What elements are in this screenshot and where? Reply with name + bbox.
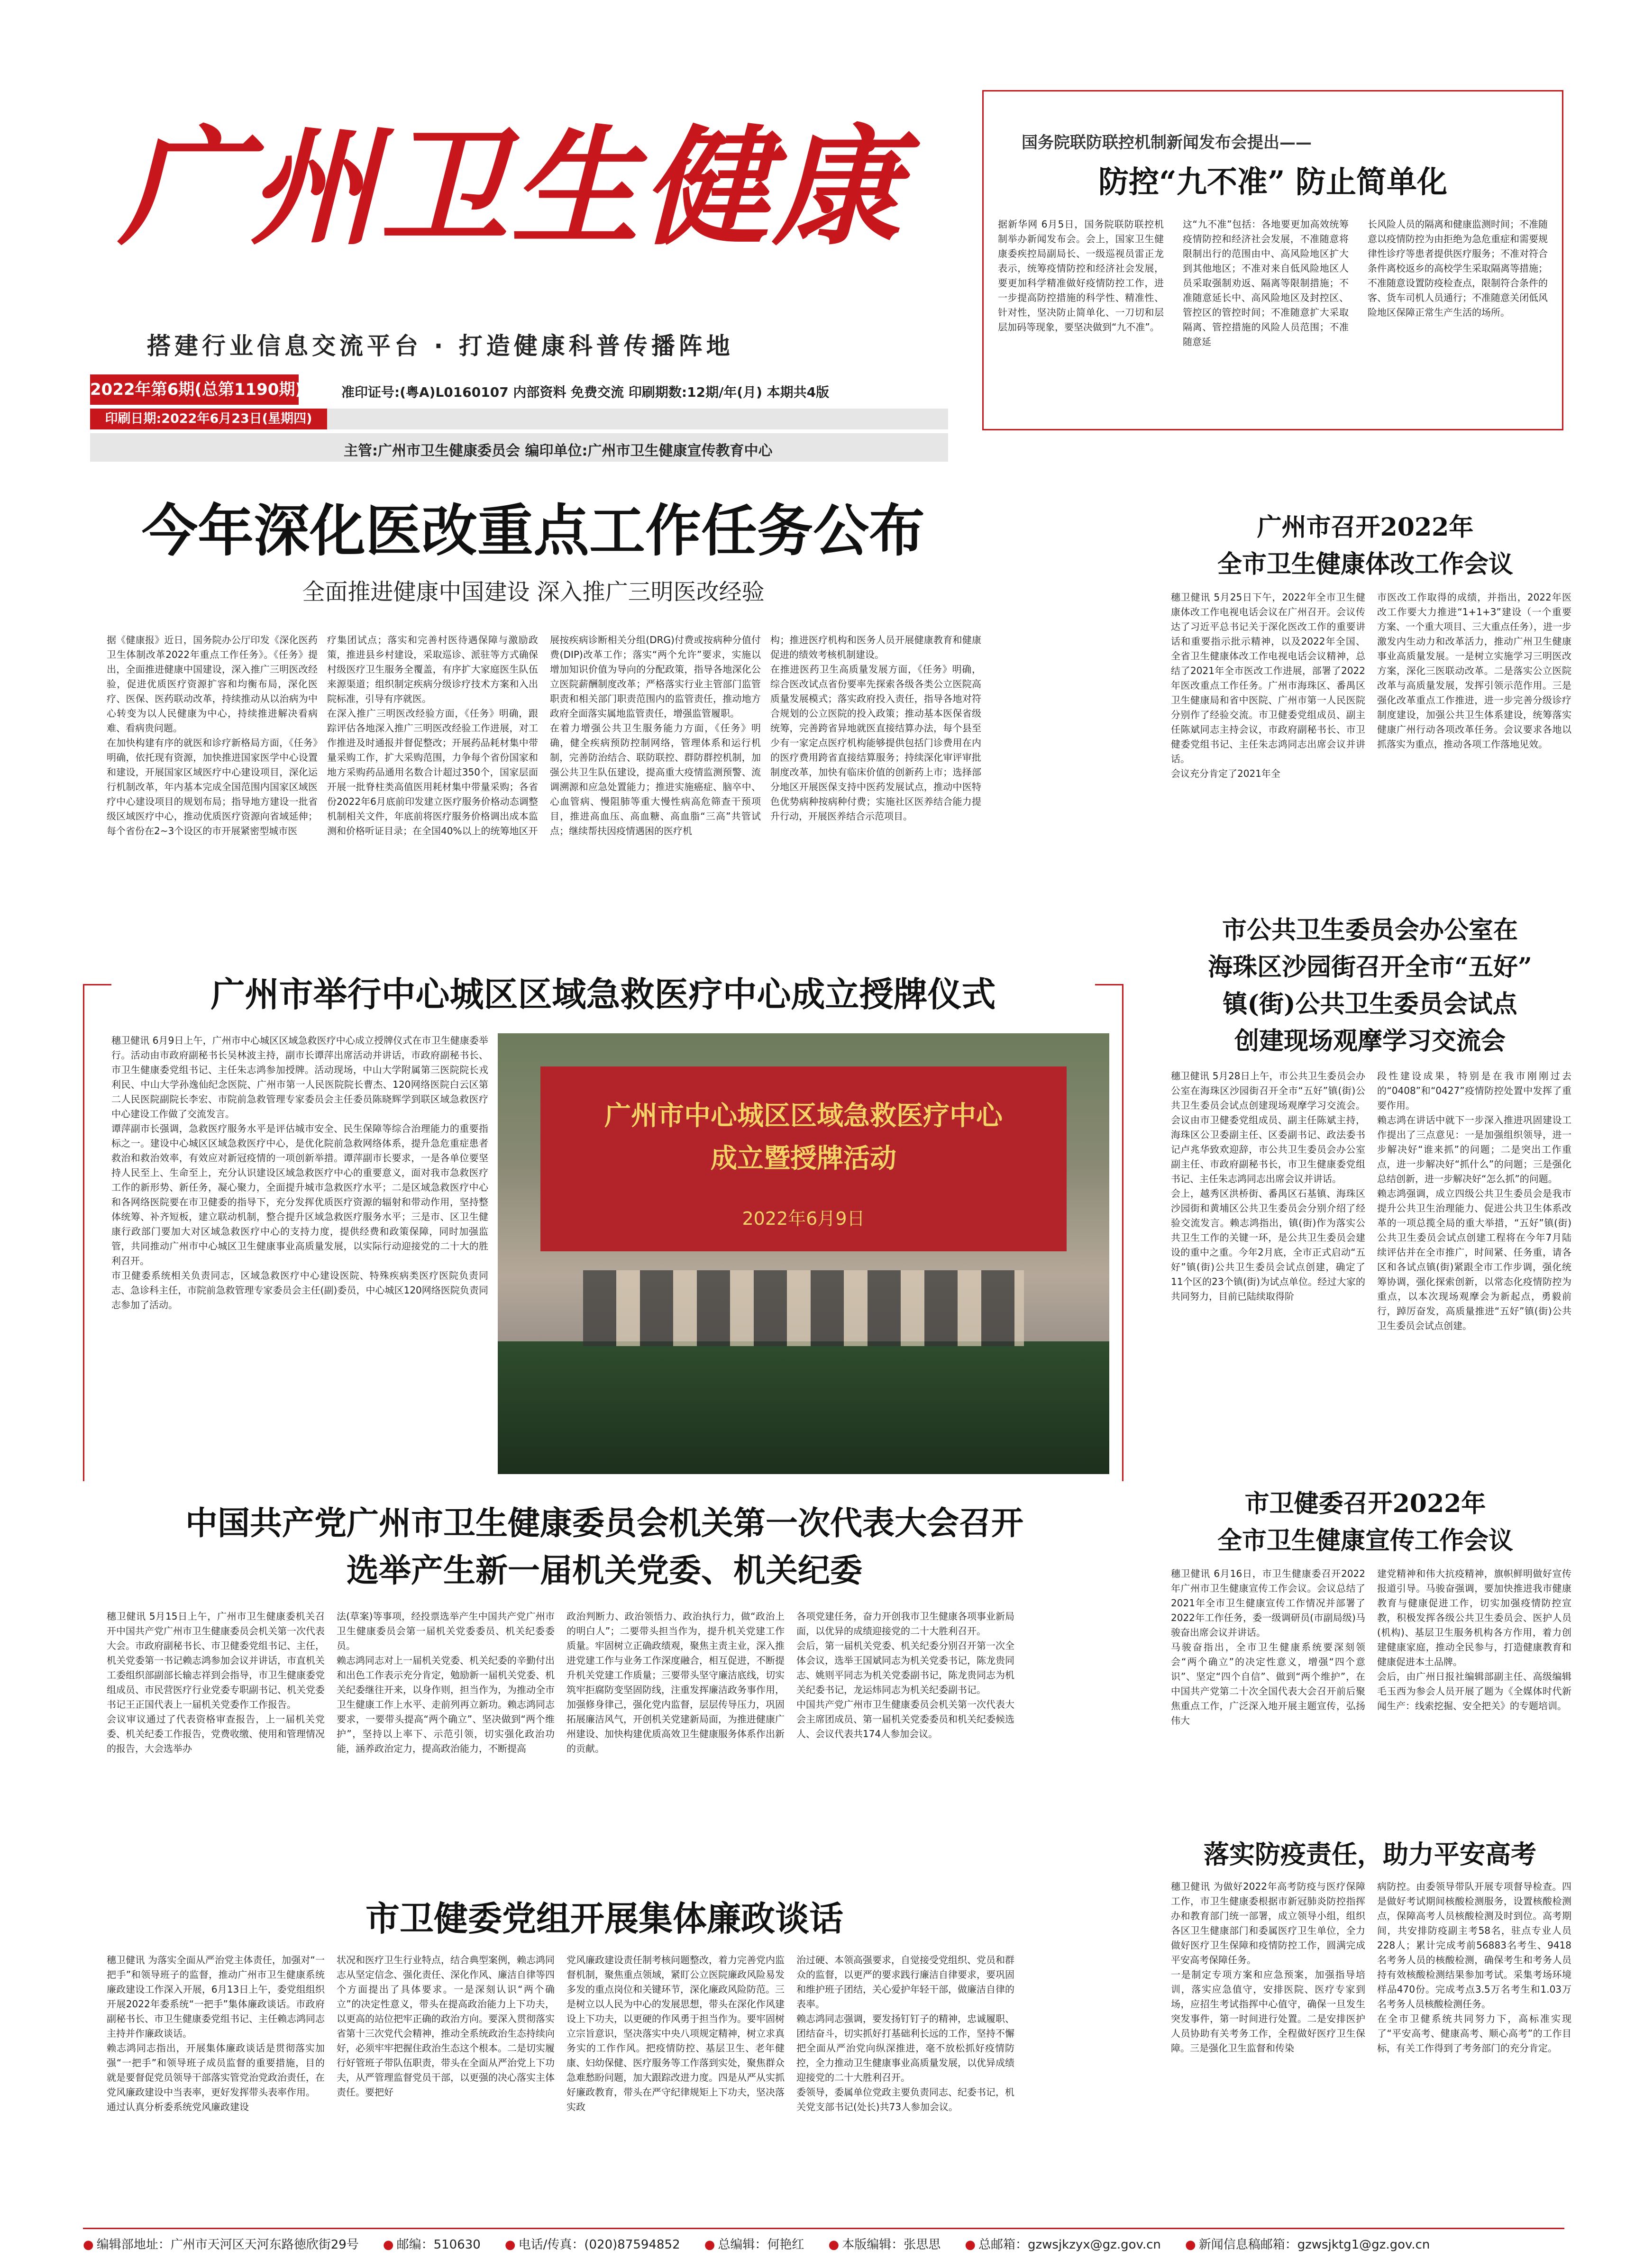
integrity-col4: 治过硬、本领高强要求，自觉接受党组织、党员和群众的监督，以更严的要求践行廉洁自律要求，要巩固和维护班子团结，关心爱护年轻干部，做廉洁自律的表率。 赖志鸿同志强调，要发扬钉钉子的精神，忠诚履职、团结奋斗，切实抓好打基础利长远的工作，坚持不懈把全面从严治党向纵深推进，毫不放松抓好疫情防控，全力推动卫生健康事业高质量发展，以优异成绩迎接党的二十大胜利召开。 委领导，委属单位党政主要负责同志、纪委书记，机关党支部书记(处长)共73人参加会议。 <box>796 1954 1014 2113</box>
right1-title-2: 全市卫生健康体改工作会议 <box>1217 550 1513 579</box>
top-right-article <box>982 90 1563 430</box>
lead-title: 今年深化医改重点工作任务公布 <box>141 498 925 564</box>
right3-col1: 穗卫健讯 6月16日，市卫生健康委召开2022年广州市卫生健康宣传工作会议。会议总结了2021年全市卫生健康宣传工作情况并部署了2022年工作任务，委一级调研员(市副局级)马骏奋出席会议并讲话。 马骏奋指出，全市卫生健康系统要深刻领会“两个确立”的决定性意义，增强“四个意识”、坚定“四个自信”、做到“两个维护”，在中国共产党第二十次全国代表大会召开前后聚焦重点工作，广泛深入地开展主题宣传，弘扬伟大 <box>1171 1568 1365 1726</box>
masthead-logo: 广州卫生健康 <box>119 112 904 263</box>
lead-col3: 展按疾病诊断相关分组(DRG)付费或按病种分值付费(DIP)改革工作；落实“两个允许”要求，实施以增加知识价值为导向的分配政策，指导各地深化公立医院薪酬制度改革；严格落实行业主管部门监管职责和相关部门职责范围内的监管责任，推动地方政府全面落实属地监管责任，增强监管履职。 在着力增强公共卫生服务能力方面，《任务》明确，健全疾病预防控制网络，管理体系和运行机制，完善防治结合、联防联控、群防群控机制，加强公共卫生队伍建设，提高重大疫情监测预警、流调溯源和应急处置能力；推进实施癌症、脑卒中、心血管病、慢阻肺等重大慢性病高危筛查干预项目，推进高血压、高血糖、高血脂“三高”共管试点；继续帮扶因疫情遇困的医疗机 <box>550 634 761 837</box>
right4-col1: 穗卫健讯 为做好2022年高考防疫与医疗保障工作，市卫生健康委根据市新冠肺炎防控指挥办和教育部门统一部署，成立领导小组，组织各区卫生健康部门和委属医疗卫生单位，全力做好医疗卫生保障和疫情防控工作，圆满完成平安高考保障任务。 一是制定专项方案和应急预案，加强指导培训，落实应急值守，安排医院、医疗专家到场，应招生考试指挥中心值守，确保一旦发生突发事件，第一时间进行处置。二是安排医护人员协助有关考务工作，全程做好医疗卫生保障。三是强化卫生监督和传染 <box>1171 1881 1365 2054</box>
sponsor-line: 主管:广州市卫生健康委员会 编印单位:广州市卫生健康宣传教育中心 <box>344 443 773 459</box>
right2-title-3: 镇(街)公共卫生委员会试点 <box>1223 990 1517 1019</box>
issue-bar <box>90 374 302 405</box>
right2-title-2: 海珠区沙园街召开全市“五好” <box>1208 953 1532 982</box>
footer-rule <box>83 2228 1564 2229</box>
ceremony-text: 穗卫健讯 6月9日上午，广州市中心城区区域急救医疗中心成立授牌仪式在市卫生健康委举行。活动由市政府副秘书长吴林波主持，副市长谭萍出席活动并讲话，市政府副秘书长、市卫生健康委党组书记、主任朱志鸿参加授牌。活动现场，中山大学附属第三医院院长戎利民、中山大学孙逸仙纪念医院、广州市第一人民医院院长曹杰、120网络医院白云区第二人民医院副院长李宏、市院前急救管理专家委员会主任委员陈晓辉学到联区域急救医疗中心建设工作做了交流发言。 谭萍副市长强调，急救医疗服务水平是评估城市安全、民生保障等综合治理能力的重要指标之一。建设中心城区区域急救医疗中心，是优化院前急救网络体系，提升急危重症患者救治和救治效率，有效应对新冠疫情的一项创新举措。谭萍副市长要求，一是各单位要坚持人民至上、生命至上，充分认识建设区域急救医疗中心的重要意义，面对我市急救医疗工作的新形势、新任务，凝心聚力，全面提升城市急救医疗水平；二是区域急救医疗中心和各网络医院要在市卫健委的指导下，充分发挥优质医疗资源的辐射和带动作用，坚持整体统筹、补齐短板，建立联动机制，整合提升区域急救医疗服务水平；三是市、区卫生健康行政部门要加大对区域急救医疗中心的支持力度，提供经费和政策保障，同时加强监管，共同推动广州市中心城区卫生健康事业高质量发展，以实际行动迎接党的二十大的胜利召开。 市卫健委系统相关负责同志，区域急救医疗中心建设医院、特殊疾病类医疗医院负责同志、急诊科主任，市院前急救管理专家委员会主任(副)委员，中心城区120网络医院负责同志参加了活动。 <box>111 1035 488 1311</box>
ceremony-article <box>83 967 1123 1481</box>
top-right-col2: 这“九不准”包括：各地要更加高效统筹疫情防控和经济社会发展，不准随意将限制出行的范围由中、高风险地区扩大到其他地区；不准对来自低风险地区人员采取强制劝返、隔离等限制措施；不准随意延长中、高风险地区及封控区、管控区的管控时间；不准随意扩大采取隔离、管控措施的风险人员范围；不准随意延 <box>1183 219 1349 347</box>
footer-address: ● 编辑部地址：广州市天河区天河东路徳欣街29号 <box>83 2238 359 2252</box>
right2-title-4: 创建现场观摩学习交流会 <box>1234 1027 1506 1056</box>
top-right-kicker: 国务院联防联控机制新闻发布会提出—— <box>1022 133 1312 152</box>
photo-table <box>498 1341 1109 1474</box>
footer-page-editor: ● 本版编辑：张思思 <box>828 2238 941 2252</box>
integrity-col2: 状况和医疗卫生行业特点，结合典型案例，赖志鸿同志从坚定信念、强化责任、深化作风、廉洁自律等四个方面提出了具体要求。一是深刻认识“两个确立”的决定性意义，带头在提高政治能力上下功夫，以更高的站位把牢正确的政治方向。要深入贯彻落实省第十三次党代会精神，推动全系统政治生态持续向好，必须牢牢把握住政治生态这个根本。二是切实履行好管班子带队伍职责，带头在全面从严治党上下功夫，从严管理监督党员干部，以更强的决心落实主体责任。要把好 <box>337 1954 555 2098</box>
lead-col1: 据《健康报》近日，国务院办公厅印发《深化医药卫生体制改革2022年重点工作任务》。《任务》提出，全面推进健康中国建设，深入推广三明医改经验，促进优质医疗资源扩容和均衡布局，深化医疗、医保、医药联动改革，持续推动从以治病为中心转变为以人民健康为中心，持续推进解决看病难、看病贵问题。 在加快构建有序的就医和诊疗新格局方面，《任务》明确，依托现有资源，加快推进国家医学中心设置和建设，开展国家区域医疗中心建设项目，深化运行机制改革，年内基本完成全国范围内国家区域医疗中心建设项目的规划布局；指导地方建设一批省级区域医疗中心，推动优质医疗资源向省域延伸；每个省份在2~3个设区的市开展紧密型城市医 <box>107 634 318 837</box>
ceremony-photo <box>498 1033 1109 1474</box>
issue-number: 2022年第6期(总第1190期) <box>90 380 302 399</box>
ceremony-border-left <box>83 984 84 1481</box>
ceremony-rule-left <box>83 984 111 985</box>
party-col1: 穗卫健讯 5月15日上午，广州市卫生健康委机关召开中国共产党广州市卫生健康委员会机关第一次代表大会。市政府副秘书长、市卫健委党组书记、主任，机关党委第一书记赖志鸿参加会议并讲话，市直机关工委组织部副部长输志祥到会指导，市卫生健康委党组成员、市民营医疗行业党委专职副书记、机关党委书记王正国代表上一届机关党委作工作报告。 会议审议通过了代表资格审查报告，上一届机关党委、机关纪委工作报告，党费收缴、使用和管理情况的报告，大会选举办 <box>107 1611 325 1754</box>
footer-zip: ● 邮编：510630 <box>383 2238 481 2252</box>
right1-col2: 市医改工作取得的成绩，并指出，2022年医改工作要大力推进“1+1+3”建设（一个重要方案、一个重大项目、三大重点任务），进一步激发内生动力和改革活力，推动广州卫生健康事业高质量发展。一是树立实施学习三明医改方案，深化三医联动改革。二是落实公立医院改革与高质量发展，发挥引领示范作用。三是强化改革重点工作推进，进一步完善分级诊疗制度建设，加强公共卫生体系建设，统筹落实健康广州行动各项改革任务。会议要求各地以抓落实为重点，推动各项工作落地见效。 <box>1377 592 1571 750</box>
footer-phone: ● 电话/传真：(020)87594852 <box>504 2238 680 2252</box>
party-title-1: 中国共产党广州市卫生健康委员会机关第一次代表大会召开 <box>185 1504 1023 1542</box>
right1-title-1: 广州市召开2022年 <box>1257 513 1474 542</box>
masthead <box>0 0 953 469</box>
lead-subtitle: 全面推进健康中国建设 深入推广三明医改经验 <box>302 579 765 605</box>
masthead-slogan: 搭建行业信息交流平台 · 打造健康科普传播阵地 <box>147 332 734 360</box>
right1-col1: 穗卫健讯 5月25日下午，2022年全市卫生健康体改工作电视电话会议在广州召开。会议传达了习近平总书记关于深化医改工作的重要讲话和重要指示批示精神，以及2022年全国、全省卫生健康体改工作电视电话会议精神，总结了2021年全市医改工作进展，部署了2022年医改重点工作任务。广州市海珠区、番禺区卫生健康局和省中医院、广州市第一人民医院分别作了经验交流。市卫健委党组成员、副主任陈斌同志主持会议，市政府副秘书长、市卫健委党组书记、主任朱志鸿同志出席会议并讲话。 会议充分肯定了2021年全 <box>1171 592 1365 779</box>
right3-title-1: 市卫健委召开2022年 <box>1244 1489 1486 1518</box>
photo-banner-line1: 广州市中心城区区域急救医疗中心 <box>604 1100 1003 1131</box>
photo-banner-line2: 成立暨授牌活动 <box>711 1143 896 1174</box>
party-title-2: 选举产生新一届机关党委、机关纪委 <box>346 1552 862 1590</box>
right3-title-2: 全市卫生健康宣传工作会议 <box>1217 1526 1513 1555</box>
top-right-col1: 据新华网 6月5日，国务院联防联控机制举办新闻发布会。会上，国家卫生健康委疾控局副局长、一级巡视员雷正龙表示，统筹疫情防控和经济社会发展，要更加科学精准做好疫情防控工作，进一步提高防控措施的科学性、精准性、针对性，坚决防止简单化、一刀切和层层加码等现象，要坚决做到“九不准”。 <box>998 219 1164 333</box>
top-right-col3: 长风险人员的隔离和健康监测时间；不准随意以疫情防控为由拒绝为急危重症和需要规律性诊疗等患者提供医疗服务；不准对符合条件离校返乡的高校学生采取隔离等措施；不准随意设置防疫检查点，限制符合条件的客、货车司机人员通行；不准随意关闭低风险地区保障正常生产生活的场所。 <box>1368 219 1548 318</box>
ceremony-border-right <box>1122 984 1123 1481</box>
ceremony-rule-right <box>1095 984 1123 985</box>
photo-people <box>583 1270 1024 1346</box>
ceremony-title: 广州市举行中心城区区域急救医疗中心成立授牌仪式 <box>210 974 996 1014</box>
footer-email-news[interactable]: ● 新闻信息稿邮箱：gzwsjktg1@gz.gov.cn <box>1185 2238 1430 2252</box>
party-col4: 各项党建任务，奋力开创我市卫生健康各项事业新局面，以优异的成绩迎接党的二十大胜利召开。 会后，第一届机关党委、机关纪委分别召开第一次全体会议，选举王国斌同志为机关党委书记，陈龙贵同志、姚则平同志为机关党委副书记，陈龙贵同志为机关纪委书记，龙运炜同志为机关纪委副书记。 中国共产党广州市卫生健康委员会机关第一次代表大会主席团成员、第一届机关党委委员和机关纪委候选人、会议代表共174人参加会议。 <box>796 1611 1014 1740</box>
footer-chief-editor: ● 总编辑：何艳红 <box>704 2238 804 2252</box>
right4-col2: 病防控。由委领导带队开展专项督导检查。四是做好考试期间核酸检测服务，设置核酸检测点，保障高考人员核酸检测及时到位。高考期间，共安排防疫副主考58名，驻点专业人员228人；累计完成考前56883名考生、9418名考务人员的核酸检测，确保考生和考务人员持有效核酸检测结果参加考试。采集考场环境样品470份。完成考点3.5万名考生和1.03万名考务人员核酸检测任务。 在全市卫健系统共同努力下，高标准实现了“平安高考、健康高考、顺心高考”的工作目标，有关工作得到了考务部门的充分肯定。 <box>1377 1881 1571 2054</box>
integrity-col1: 穗卫健讯 为落实全面从严治党主体责任，加强对“一把手”和领导班子的监督，推动广州市卫生健康系统廉政建设工作深入开展，6月13日上午，委党组组织开展2022年委系统“一把手”集体廉政谈话。市政府副秘书长、市卫生健康委党组书记、主任赖志鸿同志主持并作廉政谈话。 赖志鸿同志指出，开展集体廉政谈话是贯彻落实加强“一把手”和领导班子成员监督的重要措施，目的就是要督促党员领导干部落实管党治党政治责任，在党风廉政建设中当表率，更好发挥带头表率作用。 通过认真分析委系统党风廉政建设 <box>107 1954 325 2113</box>
print-date-bar <box>90 409 327 429</box>
party-col3: 政治判断力、政治领悟力、政治执行力，做“政治上的明白人”；二要带头担当作为，提升机关党建工作质量。牢固树立正确政绩观，聚焦主责主业，深入推进党建工作与业务工作深度融合，相互促进，不断提升机关党建工作质量；三要带头坚守廉洁底线，切实筑牢拒腐防变坚固防线，注重发挥廉洁政务事作用，加强修身律己，强化党内监督，层层传导压力，巩固拓展廉洁风气，开创机关党建新局面，为推进健康广州建设、加快构建优质高效卫生健康服务体系作出新的贡献。 <box>566 1611 785 1754</box>
print-date: 印刷日期:2022年6月23日(星期四) <box>105 411 312 426</box>
right3-col2: 建党精神和伟大抗疫精神，旗帜鲜明做好宣传报道引导。马骏奋强调，要加快推进我市健康教育与健康促进工作，切实加强疫情防控宣教，积极发挥各级公共卫生委员会、医护人员(机构)、基层卫生服务机构各方作用，着力创建健康家庭，推动全民参与，打造健康教育和健康促进本土品牌。 会后，由广州日报社编辑部副主任、高级编辑毛玉西为参会人员开展了题为《全媒体时代新闻生产：线索挖掘、安全把关》的专题培训。 <box>1377 1568 1571 1712</box>
integrity-title: 市卫健委党组开展集体廉政谈话 <box>365 1898 843 1939</box>
lead-col4: 构；推进医疗机构和医务人员开展健康教育和健康促进的绩效考核机制建设。 在推进医药卫生高质量发展方面，《任务》明确，综合医改试点省份要率先探索各级各类公立医院高质量发展模式；落实政府投入责任，指导各地对符合规划的公立医院的投入政策；推动基本医保省级统筹，完善跨省异地就医直接结算办法，每个县至少有一家定点医疗机构能够提供包括门诊费用在内的医疗费用跨省直接结算服务；持续深化审评审批制度改革，加快有临床价值的创新药上市；选择部分地区开展医保支持中医药发展试点，推动中医特色优势病种按病种付费；实施社区医养结合能力提升行动，开展医养结合示范项目。 <box>770 634 981 822</box>
photo-banner-date: 2022年6月9日 <box>742 1208 865 1229</box>
right2-title-1: 市公共卫生委员会办公室在 <box>1222 916 1518 945</box>
right2-col1: 穗卫健讯 5月28日上午，市公共卫生委员会办公室在海珠区沙园街召开全市“五好”镇(街)公共卫生委员会试点创建现场观摩学习交流会。会议由市卫健委党组成员、副主任陈斌主持，海珠区公卫委副主任、区委副书记、政法委书记卢兆华致欢迎辞，市公共卫生委员会办公室副主任、市政府副秘书长，市卫生健康委党组书记、主任朱志鸿同志出席会议并讲话。 会上，越秀区洪桥街、番禺区石基镇、海珠区沙园街和黄埔区公共卫生委员会分别介绍了经验交流发言。赖志鸿指出，镇(街)作为落实公共卫生工作的关键一环，是公共卫生委员会建设的重中之重。今年2月底，全市正式启动“五好”镇(街)公共卫生委员会试点创建，确定了11个区的23个镇(街)为试点单位。经过大家的共同努力，目前已陆续取得阶 <box>1171 1070 1365 1302</box>
party-col2: 法(草案)等事项，经投票选举产生中国共产党广州市卫生健康委员会第一届机关党委委员、机关纪委委员。 赖志鸿同志对上一届机关党委、机关纪委的辛勤付出和出色工作表示充分肯定，勉励新一届机关党委、机关纪委继往开来，以身作则，担当作为，为推动全市卫生健康工作上水平、走前列再立新功。赖志鸿同志要求，一要带头提高“两个确立”、坚决做到“两个维护”，坚持以上率下、示范引领，切实强化政治功能，涵养政治定力，提高政治能力，不断提高 <box>337 1611 555 1754</box>
integrity-col3: 党风廉政建设责任制考核问题整改，着力完善党内监督机制，聚焦重点领域，紧盯公立医院廉政风险易发多发的重点岗位和关键环节，深化廉政风险防范。三是树立以人民为中心的发展思想，带头在深化作风建设上下功夫，以更硬的作风勇于担当作为。要牢固树立宗旨意识，坚决落实中央八项规定精神，树立求真务实的工作作风。把疫情防控、基层卫生、老年健康、妇幼保健、医疗服务等工作落到实处，聚焦群众急难愁盼问题，加大跟踪改进力度。四是从严从实抓好廉政教育，带头在严守纪律规矩上下功夫，坚决落实政 <box>566 1954 785 2113</box>
right2-col2: 段性建设成果，特别是在我市刚刚过去的“0408”和“0427”疫情防控处置中发挥了重要作用。 赖志鸿在讲话中就下一步深入推进巩固建设工作提出了三点意见：一是加强组织领导，进一步解决好“谁来抓”的问题；二是突出工作重点，进一步解决好“抓什么”的问题；三是强化总结创新，进一步解决好“怎么抓”的问题。 赖志鸿强调，成立四级公共卫生委员会是我市提升公共卫生治理能力、促进公共卫生体系改革的一项总揽全局的重大举措，“五好”镇(街)公共卫生委员会试点创建工程将在今年7月陆续评估并在全市推广，时间紧、任务重，请各区和各试点镇(街)紧跟全市工作步调，强化统筹协调，强化探索创新，以常态化疫情防控为重点，以本次现场观摩会为新起点，勇毅前行，踔厉奋发，高质量推进“五好”镇(街)公共卫生委员会试点创建。 <box>1377 1070 1571 1331</box>
registration-line: 准印证号:(粤A)L0160107 内部资料 免费交流 印刷期数:12期/年(月) 本期共4版 <box>341 384 830 400</box>
footer <box>83 2235 1564 2256</box>
footer-email-main[interactable]: ● 总邮箱：gzwsjkzyx@gz.gov.cn <box>965 2238 1161 2252</box>
lead-col2: 疗集团试点；落实和完善村医待遇保障与激励政策，推进县乡村建设，采取巡诊、派驻等方式确保村级医疗卫生服务全覆盖，有序扩大家庭医生队伍来源渠道；组织制定疾病分级诊疗技术方案和入出院标准，引导有序就医。 在深入推广三明医改经验方面，《任务》明确，跟踪评估各地深入推广三明医改经验工作进展，对工作推进及时通报并督促整改；开展药品耗材集中带量采购工作，扩大采购范围，力争每个省份国家和地方采购药品通用名数合计超过350个，国家层面开展一批脊柱类高值医用耗材集中带量采购；各省份2022年6月底前印发建立医疗服务价格动态调整机制相关文件，年底前将医疗服务价格调出成本监测和价格听证目录；在全国40%以上的统筹地区开 <box>327 634 538 837</box>
right4-title: 落实防疫责任，助力平安高考 <box>1204 1839 1536 1869</box>
top-right-title: 防控“九不准” 防止简单化 <box>1098 164 1447 200</box>
